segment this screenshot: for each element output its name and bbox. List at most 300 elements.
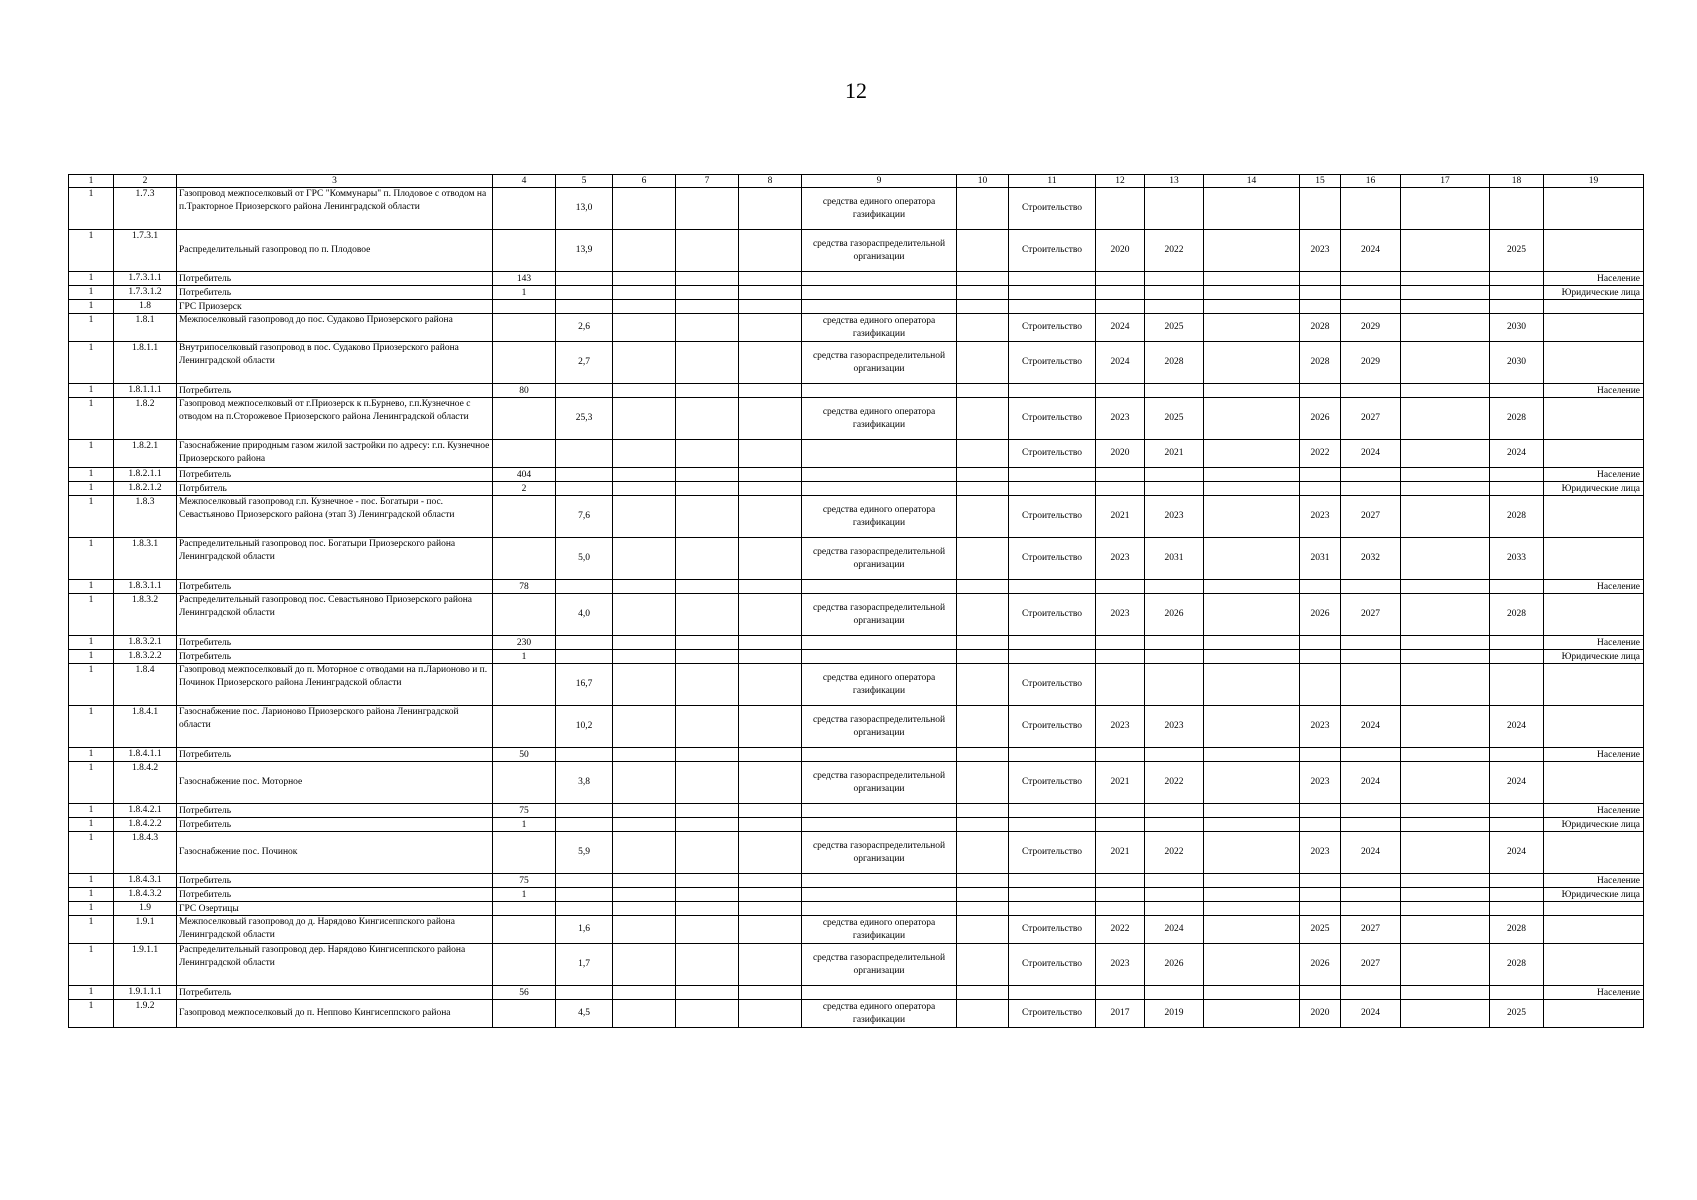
consumer-type-cell xyxy=(1544,706,1644,748)
empty-cell xyxy=(1401,594,1490,636)
year-cell xyxy=(1300,818,1341,832)
year-cell: 2020 xyxy=(1096,440,1145,468)
year-cell: 2031 xyxy=(1300,538,1341,580)
empty-cell xyxy=(957,650,1009,664)
funding-source-cell: средства единого оператора газификации xyxy=(802,916,957,944)
funding-source-cell xyxy=(802,580,957,594)
empty-cell xyxy=(739,636,802,650)
year-cell: 2024 xyxy=(1490,832,1544,874)
consumers-count-cell: 230 xyxy=(493,636,556,650)
consumers-count-cell xyxy=(493,1000,556,1028)
column-header: 5 xyxy=(556,175,613,188)
empty-cell xyxy=(1401,188,1490,230)
work-type-cell xyxy=(1009,650,1096,664)
empty-cell xyxy=(957,944,1009,986)
year-cell: 2025 xyxy=(1145,314,1204,342)
work-type-cell: Строительство xyxy=(1009,832,1096,874)
year-cell: 2024 xyxy=(1341,1000,1401,1028)
object-name-cell: Газоснабжение пос. Ларионово Приозерского района Ленинградской области xyxy=(177,706,493,748)
empty-cell xyxy=(1401,384,1490,398)
length-cell xyxy=(556,580,613,594)
work-type-cell xyxy=(1009,580,1096,594)
work-type-cell xyxy=(1009,888,1096,902)
code-cell: 1.8.3.1.1 xyxy=(114,580,177,594)
gasification-table xyxy=(68,174,1644,1028)
empty-cell xyxy=(739,286,802,300)
year-cell xyxy=(1341,286,1401,300)
object-name-cell: Потребитель xyxy=(177,384,493,398)
year-cell: 2025 xyxy=(1145,398,1204,440)
year-cell: 2028 xyxy=(1490,398,1544,440)
year-cell xyxy=(1300,286,1341,300)
row-number-cell: 1 xyxy=(69,496,114,538)
year-cell xyxy=(1490,272,1544,286)
empty-cell xyxy=(676,832,739,874)
row-number-cell: 1 xyxy=(69,398,114,440)
work-type-cell xyxy=(1009,902,1096,916)
empty-cell xyxy=(676,1000,739,1028)
empty-cell xyxy=(739,314,802,342)
consumer-type-cell xyxy=(1544,300,1644,314)
empty-cell xyxy=(1401,230,1490,272)
column-header: 2 xyxy=(114,175,177,188)
year-cell: 2023 xyxy=(1300,762,1341,804)
work-type-cell: Строительство xyxy=(1009,342,1096,384)
row-number-cell: 1 xyxy=(69,832,114,874)
funding-source-cell: средства единого оператора газификации xyxy=(802,664,957,706)
work-type-cell xyxy=(1009,874,1096,888)
empty-cell xyxy=(613,706,676,748)
consumer-type-cell: Население xyxy=(1544,748,1644,762)
year-cell: 2023 xyxy=(1096,538,1145,580)
empty-cell xyxy=(1204,398,1300,440)
empty-cell xyxy=(1401,762,1490,804)
consumer-type-cell xyxy=(1544,538,1644,580)
funding-source-cell xyxy=(802,300,957,314)
work-type-cell xyxy=(1009,272,1096,286)
empty-cell xyxy=(957,496,1009,538)
work-type-cell xyxy=(1009,986,1096,1000)
empty-cell xyxy=(1204,440,1300,468)
work-type-cell: Строительство xyxy=(1009,706,1096,748)
year-cell: 2028 xyxy=(1145,342,1204,384)
table-row xyxy=(69,902,1644,916)
object-name-cell: Газопровод межпоселковый от г.Приозерск к п.Бурнево, г.п.Кузнечное с отводом на п.Сторожевое Приозерского района Ленинградской области xyxy=(177,398,493,440)
empty-cell xyxy=(957,762,1009,804)
column-header: 3 xyxy=(177,175,493,188)
funding-source-cell xyxy=(802,468,957,482)
consumers-count-cell: 1 xyxy=(493,650,556,664)
length-cell xyxy=(556,902,613,916)
code-cell: 1.8.4.3.2 xyxy=(114,888,177,902)
work-type-cell: Строительство xyxy=(1009,916,1096,944)
consumers-count-cell xyxy=(493,188,556,230)
column-header: 14 xyxy=(1204,175,1300,188)
code-cell: 1.8.4 xyxy=(114,664,177,706)
empty-cell xyxy=(739,342,802,384)
year-cell xyxy=(1096,636,1145,650)
code-cell: 1.8.4.2 xyxy=(114,762,177,804)
year-cell: 2022 xyxy=(1096,916,1145,944)
year-cell: 2029 xyxy=(1341,342,1401,384)
code-cell: 1.8.1.1.1 xyxy=(114,384,177,398)
table-row xyxy=(69,398,1644,440)
empty-cell xyxy=(1204,188,1300,230)
length-cell: 10,2 xyxy=(556,706,613,748)
empty-cell xyxy=(676,398,739,440)
table-row xyxy=(69,482,1644,496)
year-cell: 2029 xyxy=(1341,314,1401,342)
year-cell: 2033 xyxy=(1490,538,1544,580)
year-cell: 2025 xyxy=(1300,916,1341,944)
consumer-type-cell: Население xyxy=(1544,272,1644,286)
empty-cell xyxy=(613,748,676,762)
year-cell: 2026 xyxy=(1300,594,1341,636)
funding-source-cell xyxy=(802,874,957,888)
year-cell: 2030 xyxy=(1490,314,1544,342)
empty-cell xyxy=(739,762,802,804)
length-cell: 1,6 xyxy=(556,916,613,944)
empty-cell xyxy=(1204,706,1300,748)
year-cell xyxy=(1341,580,1401,594)
consumers-count-cell: 1 xyxy=(493,818,556,832)
consumer-type-cell xyxy=(1544,496,1644,538)
empty-cell xyxy=(739,748,802,762)
code-cell: 1.9.1.1.1 xyxy=(114,986,177,1000)
table-row xyxy=(69,986,1644,1000)
empty-cell xyxy=(1204,1000,1300,1028)
funding-source-cell: средства газораспределительной организации xyxy=(802,762,957,804)
funding-source-cell xyxy=(802,272,957,286)
empty-cell xyxy=(613,986,676,1000)
year-cell xyxy=(1341,188,1401,230)
empty-cell xyxy=(739,440,802,468)
object-name-cell: Распределительный газопровод пос. Богатыри Приозерского района Ленинградской области xyxy=(177,538,493,580)
empty-cell xyxy=(957,706,1009,748)
code-cell: 1.9 xyxy=(114,902,177,916)
empty-cell xyxy=(676,874,739,888)
object-name-cell: Межпоселковый газопровод до пос. Судаково Приозерского района xyxy=(177,314,493,342)
row-number-cell: 1 xyxy=(69,188,114,230)
empty-cell xyxy=(739,874,802,888)
empty-cell xyxy=(1204,944,1300,986)
row-number-cell: 1 xyxy=(69,580,114,594)
year-cell: 2020 xyxy=(1300,1000,1341,1028)
year-cell: 2024 xyxy=(1490,706,1544,748)
empty-cell xyxy=(1204,468,1300,482)
consumers-count-cell: 1 xyxy=(493,286,556,300)
empty-cell xyxy=(613,468,676,482)
year-cell: 2028 xyxy=(1300,314,1341,342)
empty-cell xyxy=(739,538,802,580)
year-cell xyxy=(1096,874,1145,888)
consumers-count-cell xyxy=(493,706,556,748)
year-cell xyxy=(1490,636,1544,650)
empty-cell xyxy=(957,300,1009,314)
empty-cell xyxy=(676,300,739,314)
work-type-cell: Строительство xyxy=(1009,440,1096,468)
consumer-type-cell: Население xyxy=(1544,986,1644,1000)
year-cell: 2024 xyxy=(1341,832,1401,874)
year-cell: 2027 xyxy=(1341,916,1401,944)
empty-cell xyxy=(676,314,739,342)
empty-cell xyxy=(1401,286,1490,300)
empty-cell xyxy=(676,468,739,482)
empty-cell xyxy=(613,496,676,538)
work-type-cell xyxy=(1009,636,1096,650)
year-cell: 2024 xyxy=(1096,314,1145,342)
column-header: 8 xyxy=(739,175,802,188)
column-header: 12 xyxy=(1096,175,1145,188)
consumer-type-cell: Юридические лица xyxy=(1544,650,1644,664)
consumer-type-cell xyxy=(1544,314,1644,342)
empty-cell xyxy=(1401,342,1490,384)
empty-cell xyxy=(957,468,1009,482)
object-name-cell: Газоснабжение пос. Моторное xyxy=(177,762,493,804)
code-cell: 1.8.4.3 xyxy=(114,832,177,874)
empty-cell xyxy=(1401,888,1490,902)
empty-cell xyxy=(613,902,676,916)
empty-cell xyxy=(1204,748,1300,762)
empty-cell xyxy=(739,384,802,398)
year-cell xyxy=(1300,580,1341,594)
empty-cell xyxy=(739,664,802,706)
empty-cell xyxy=(613,538,676,580)
empty-cell xyxy=(1204,664,1300,706)
empty-cell xyxy=(613,874,676,888)
length-cell xyxy=(556,300,613,314)
row-number-cell: 1 xyxy=(69,538,114,580)
object-name-cell: Потребитель xyxy=(177,468,493,482)
object-name-cell: Внутрипоселковый газопровод в пос. Судаково Приозерского района Ленинградской области xyxy=(177,342,493,384)
code-cell: 1.8.4.1.1 xyxy=(114,748,177,762)
year-cell xyxy=(1490,468,1544,482)
length-cell xyxy=(556,804,613,818)
empty-cell xyxy=(1204,230,1300,272)
year-cell xyxy=(1096,986,1145,1000)
funding-source-cell: средства газораспределительной организации xyxy=(802,342,957,384)
empty-cell xyxy=(739,188,802,230)
code-cell: 1.8.1 xyxy=(114,314,177,342)
empty-cell xyxy=(676,902,739,916)
empty-cell xyxy=(613,272,676,286)
empty-cell xyxy=(1204,286,1300,300)
code-cell: 1.8.4.2.2 xyxy=(114,818,177,832)
table-body xyxy=(69,175,1644,1028)
year-cell: 2026 xyxy=(1145,944,1204,986)
object-name-cell: Потребитель xyxy=(177,986,493,1000)
year-cell xyxy=(1096,902,1145,916)
consumers-count-cell: 78 xyxy=(493,580,556,594)
object-name-cell: Газопровод межпоселковый от ГРС "Коммунары" п. Плодовое с отводом на п.Тракторное Приозерского района Ленинградской области xyxy=(177,188,493,230)
empty-cell xyxy=(676,342,739,384)
code-cell: 1.8.2.1 xyxy=(114,440,177,468)
table-row xyxy=(69,580,1644,594)
work-type-cell: Строительство xyxy=(1009,398,1096,440)
length-cell xyxy=(556,986,613,1000)
year-cell: 2024 xyxy=(1341,230,1401,272)
code-cell: 1.7.3.1.2 xyxy=(114,286,177,300)
empty-cell xyxy=(1401,1000,1490,1028)
year-cell xyxy=(1300,188,1341,230)
year-cell xyxy=(1096,300,1145,314)
funding-source-cell: средства единого оператора газификации xyxy=(802,496,957,538)
empty-cell xyxy=(957,314,1009,342)
consumer-type-cell xyxy=(1544,594,1644,636)
year-cell: 2019 xyxy=(1145,1000,1204,1028)
row-number-cell: 1 xyxy=(69,300,114,314)
table-row xyxy=(69,664,1644,706)
empty-cell xyxy=(739,580,802,594)
empty-cell xyxy=(613,482,676,496)
object-name-cell: Газоснабжение природным газом жилой застройки по адресу: г.п. Кузнечное Приозерского района xyxy=(177,440,493,468)
row-number-cell: 1 xyxy=(69,636,114,650)
empty-cell xyxy=(613,832,676,874)
funding-source-cell xyxy=(802,440,957,468)
funding-source-cell: средства газораспределительной организации xyxy=(802,706,957,748)
length-cell: 4,0 xyxy=(556,594,613,636)
consumers-count-cell xyxy=(493,664,556,706)
empty-cell xyxy=(1204,594,1300,636)
empty-cell xyxy=(1401,272,1490,286)
work-type-cell: Строительство xyxy=(1009,496,1096,538)
empty-cell xyxy=(739,496,802,538)
length-cell xyxy=(556,468,613,482)
year-cell xyxy=(1300,804,1341,818)
work-type-cell: Строительство xyxy=(1009,1000,1096,1028)
empty-cell xyxy=(739,804,802,818)
consumers-count-cell: 404 xyxy=(493,468,556,482)
column-header: 18 xyxy=(1490,175,1544,188)
year-cell xyxy=(1145,650,1204,664)
year-cell xyxy=(1145,804,1204,818)
year-cell xyxy=(1341,874,1401,888)
empty-cell xyxy=(613,916,676,944)
consumers-count-cell: 75 xyxy=(493,874,556,888)
consumers-count-cell: 56 xyxy=(493,986,556,1000)
year-cell xyxy=(1300,468,1341,482)
empty-cell xyxy=(1204,650,1300,664)
empty-cell xyxy=(613,398,676,440)
year-cell xyxy=(1096,818,1145,832)
length-cell: 4,5 xyxy=(556,1000,613,1028)
year-cell xyxy=(1145,286,1204,300)
empty-cell xyxy=(957,272,1009,286)
column-header: 1 xyxy=(69,175,114,188)
row-number-cell: 1 xyxy=(69,342,114,384)
year-cell: 2025 xyxy=(1490,1000,1544,1028)
object-name-cell: Газопровод межпоселковый до п. Неппово Кингисеппского района xyxy=(177,1000,493,1028)
consumers-count-cell xyxy=(493,916,556,944)
empty-cell xyxy=(1401,748,1490,762)
row-number-cell: 1 xyxy=(69,902,114,916)
table-row xyxy=(69,538,1644,580)
funding-source-cell xyxy=(802,902,957,916)
empty-cell xyxy=(739,650,802,664)
empty-cell xyxy=(739,230,802,272)
work-type-cell: Строительство xyxy=(1009,664,1096,706)
empty-cell xyxy=(957,832,1009,874)
page-number: 12 xyxy=(845,78,867,103)
row-number-cell: 1 xyxy=(69,272,114,286)
consumer-type-cell: Юридические лица xyxy=(1544,818,1644,832)
empty-cell xyxy=(1204,272,1300,286)
consumers-count-cell: 75 xyxy=(493,804,556,818)
empty-cell xyxy=(1401,874,1490,888)
object-name-cell: Потребитель xyxy=(177,636,493,650)
object-name-cell: Потрбитель xyxy=(177,482,493,496)
year-cell xyxy=(1341,482,1401,496)
consumers-count-cell xyxy=(493,594,556,636)
empty-cell xyxy=(613,664,676,706)
code-cell: 1.8 xyxy=(114,300,177,314)
year-cell: 2028 xyxy=(1490,496,1544,538)
empty-cell xyxy=(957,594,1009,636)
code-cell: 1.8.2 xyxy=(114,398,177,440)
year-cell: 2022 xyxy=(1145,230,1204,272)
row-number-cell: 1 xyxy=(69,818,114,832)
object-name-cell: Потребитель xyxy=(177,874,493,888)
empty-cell xyxy=(676,496,739,538)
column-header: 11 xyxy=(1009,175,1096,188)
table-row xyxy=(69,762,1644,804)
consumer-type-cell: Юридические лица xyxy=(1544,888,1644,902)
funding-source-cell xyxy=(802,804,957,818)
column-header: 17 xyxy=(1401,175,1490,188)
year-cell xyxy=(1341,272,1401,286)
year-cell: 2023 xyxy=(1300,706,1341,748)
year-cell: 2022 xyxy=(1145,762,1204,804)
empty-cell xyxy=(1401,496,1490,538)
year-cell: 2032 xyxy=(1341,538,1401,580)
year-cell xyxy=(1145,300,1204,314)
column-header: 15 xyxy=(1300,175,1341,188)
consumers-count-cell xyxy=(493,944,556,986)
empty-cell xyxy=(957,748,1009,762)
table-row xyxy=(69,468,1644,482)
work-type-cell: Строительство xyxy=(1009,538,1096,580)
consumers-count-cell xyxy=(493,398,556,440)
year-cell xyxy=(1300,874,1341,888)
empty-cell xyxy=(739,398,802,440)
empty-cell xyxy=(676,580,739,594)
row-number-cell: 1 xyxy=(69,482,114,496)
consumers-count-cell xyxy=(493,314,556,342)
table-row xyxy=(69,706,1644,748)
year-cell xyxy=(1096,580,1145,594)
empty-cell xyxy=(1204,818,1300,832)
year-cell xyxy=(1300,664,1341,706)
empty-cell xyxy=(1401,916,1490,944)
empty-cell xyxy=(739,916,802,944)
empty-cell xyxy=(1204,482,1300,496)
empty-cell xyxy=(1401,804,1490,818)
year-cell: 2024 xyxy=(1341,706,1401,748)
table-row xyxy=(69,286,1644,300)
empty-cell xyxy=(957,538,1009,580)
year-cell xyxy=(1341,986,1401,1000)
empty-cell xyxy=(1401,650,1490,664)
funding-source-cell: средства единого оператора газификации xyxy=(802,1000,957,1028)
funding-source-cell: средства единого оператора газификации xyxy=(802,188,957,230)
year-cell xyxy=(1490,580,1544,594)
consumer-type-cell xyxy=(1544,832,1644,874)
work-type-cell: Строительство xyxy=(1009,230,1096,272)
empty-cell xyxy=(613,300,676,314)
year-cell: 2023 xyxy=(1300,832,1341,874)
row-number-cell: 1 xyxy=(69,440,114,468)
year-cell xyxy=(1096,482,1145,496)
